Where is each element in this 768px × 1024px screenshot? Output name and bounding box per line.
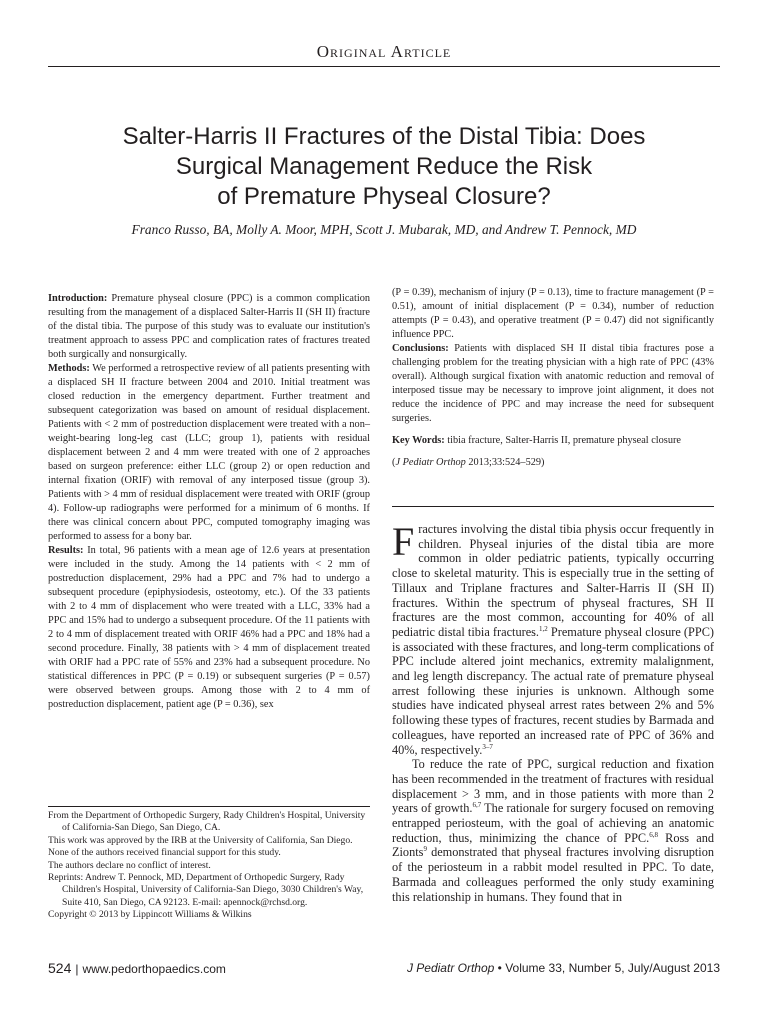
reference-sup: 6,7 <box>472 801 482 810</box>
section-label: Original Article <box>316 42 452 61</box>
article-title <box>70 122 698 212</box>
abstract-results-continued: (P = 0.39), mechanism of injury (P = 0.13), time to fracture management (P = 0.51), amount of initial displacement (P = 0.34), number of reduction attempts (P = 0.43), and operative treatment (P = 0.47) did not significantly influence PPC. <box>392 287 714 340</box>
reference-sup: 6,8 <box>649 830 658 839</box>
key-words-label: Key Words: <box>392 435 445 446</box>
body-text <box>392 519 715 904</box>
abstract-introduction-label: Introduction: <box>48 293 108 304</box>
body-p2-d: demonstrated that physeal fractures involving disruption of the periosteum in a rabbit model resulted in PPC. To date, Barmada and colleagues performed the only study examining this relationship in humans. They found that in <box>392 845 714 904</box>
body-paragraph-1 <box>392 519 715 757</box>
citation-rest: 2013;33:524–529) <box>465 457 545 468</box>
abstract-methods-text: We performed a retrospective review of all patients presenting with a displaced SH II fracture between 2004 and 2010. Initial treatment was closed reduction in the emergency department. Further treatment and subsequent categorization was based on amount of residual displacement. Patients with < 2 mm of postreduction displacement were treated with a non–weight-bearing long-leg cast (LLC; group 1), patients with residual displacement between 2 and 4 mm were treated with one of 2 approaches based on surgeon preference: either LLC (group 2) or open reduction and internal fixation (ORIF) with removal of any interposed tissue (group 3). Patients with > 4 mm of residual displacement were treated with ORIF (group 4). Follow-up radiographs were performed for a minimum of 6 months. If there was clinical concern about PPC, computed tomography imaging was performed to assess for a bony bar. <box>48 363 370 542</box>
abstract-conclusions <box>392 342 714 426</box>
abstract-methods <box>48 362 370 544</box>
body-p2-c: Ross and Zionts <box>392 830 715 860</box>
reference-sup: 9 <box>423 845 427 854</box>
abstract-results <box>48 544 370 712</box>
body-p2-a: To reduce the rate of PPC, surgical reduction and fixation has been recommended in the treatment of fractures with residual displacement > 3 mm, and in those patients with more than 2 years of growth. <box>392 757 714 816</box>
citation-open: ( <box>392 457 396 468</box>
abstract-left-column <box>48 292 370 712</box>
footnote: Copyright © 2013 by Lippincott Williams & Wilkins <box>48 909 252 921</box>
reference-sup: 3–7 <box>482 742 493 751</box>
abstract-results-label: Results: <box>48 545 84 556</box>
footnote: None of the authors received financial support for this study. <box>48 847 281 859</box>
abstract-conclusions-text: Patients with displaced SH II distal tibia fractures pose a challenging problem for the treating physician with a high rate of PPC (43% overall). Although surgical fixation with anatomic reduction and removal of interposed tissue may be necessary to improve joint alignment, it does not reduce the incidence of PPC and may increase the need for subsequent surgeries. <box>392 343 714 424</box>
footnotes <box>48 810 370 922</box>
title-line-1: Salter-Harris II Fractures of the Distal Tibia: Does <box>122 123 646 150</box>
author-list: Franco Russo, BA, Molly A. Moor, MPH, Scott J. Mubarak, MD, and Andrew T. Pennock, MD <box>131 222 637 237</box>
footnote: This work was approved by the IRB at the University of California, San Diego. <box>48 834 353 846</box>
footnote: The authors declare no conflict of interest. <box>48 859 211 871</box>
page-footer <box>48 960 720 980</box>
footer-right <box>407 961 720 975</box>
abstract-results-text: In total, 96 patients with a mean age of 12.6 years at presentation were included in the study. Among the 14 patients with < 2 mm of postreduction displacement, 29% had a PPC and 7% had to undergo a subsequent procedure (epiphysiodesis, osteotomy, etc.). Of the 33 patients with 2 to 4 mm of displacement who were treated with a LLC, 33% had a PPC and 15% had to undergo a subsequent procedure. Of the 11 patients with 2 to 4 mm of displacement treated with ORIF 46% had a PPC and 18% had a second procedure. Finally, 38 patients with > 4 mm of displacement treated with ORIF had a PPC rate of 55% and 23% had a subsequent procedure. No statistical differences in PPC (P = 0.19) or subsequent surgeries (P = 0.57) were observed between groups. Among those with 2 to 4 mm of postreduction displacement, patient age (P = 0.36), sex <box>48 545 370 710</box>
body-paragraph-2 <box>392 757 714 904</box>
abstract-rule <box>392 506 714 507</box>
footnote-rule <box>48 806 370 807</box>
title-line-2: Surgical Management Reduce the Risk <box>175 153 593 180</box>
reference-sup: 1,2 <box>539 624 548 633</box>
abstract-methods-label: Methods: <box>48 363 90 374</box>
body-p1-a: ractures involving the distal tibia physis occur frequently in children. Physeal injuries of the distal tibia are more common in older pediatric patients, typically occurring close to skeletal maturity. This is especially true in the setting of Tillaux and Triplane fractures and Salter-Harris II (SH II) fractures. Within the spectrum of physeal fractures, SH II fractures are the most common, accounting for 40% of all pediatric distal tibia fractures. <box>392 522 714 639</box>
key-words-text: tibia fracture, Salter-Harris II, premature physeal closure <box>444 435 681 446</box>
citation-journal: J Pediatr Orthop <box>395 457 466 468</box>
citation <box>392 456 714 470</box>
footer-left <box>48 960 226 976</box>
body-p2-b: The rationale for surgery focused on removing entrapped periosteum, with the goal of achieving an anatomic reduction, thus, minimizing the chance of PPC. <box>392 801 714 845</box>
footer-separator: | <box>75 962 79 976</box>
drop-cap: F <box>392 519 415 564</box>
abstract-introduction-text: Premature physeal closure (PPC) is a common complication resulting from the management of a displaced Salter-Harris II (SH II) fracture of the distal tibia. The purpose of this study was to evaluate our institution's treatment approach to assess PPC and complication rates of fractures treated both surgically and nonsurgically. <box>48 293 370 360</box>
abstract-right-column <box>392 286 714 470</box>
body-p1-b: Premature physeal closure (PPC) is associated with these fractures, and long-term complications of PPC include altered joint mechanics, extremity malalignment, and leg length discrepancy. The actual rate of premature physeal arrest following these injuries is unknown. Although some studies have indicated physeal arrest rates between 2% and 5% following these types of fractures, recent studies by Barmada and colleagues, have reported an increased rate of PPC of 36% and 40%, respectively. <box>392 624 715 757</box>
key-words <box>392 434 714 448</box>
section-rule <box>48 66 720 67</box>
abstract-introduction <box>48 292 370 362</box>
footnote: Reprints: Andrew T. Pennock, MD, Department of Orthopedic Surgery, Rady Children's Hospital, University of California-San Diego, 3030 Children's Way, Suite 410, San Diego, CA 92123. E-mail: apennock@rchsd.org. <box>48 872 364 908</box>
journal-website: www.pedorthopaedics.com <box>82 962 226 976</box>
title-line-3: of Premature Physeal Closure? <box>217 183 551 210</box>
footer-issue: • Volume 33, Number 5, July/August 2013 <box>494 961 720 975</box>
abstract-conclusions-label: Conclusions: <box>392 343 449 354</box>
page-number: 524 <box>48 960 72 976</box>
footnote: From the Department of Orthopedic Surgery, Rady Children's Hospital, University of California-San Diego, San Diego, CA. <box>48 810 366 834</box>
footer-journal: J Pediatr Orthop <box>406 961 495 975</box>
